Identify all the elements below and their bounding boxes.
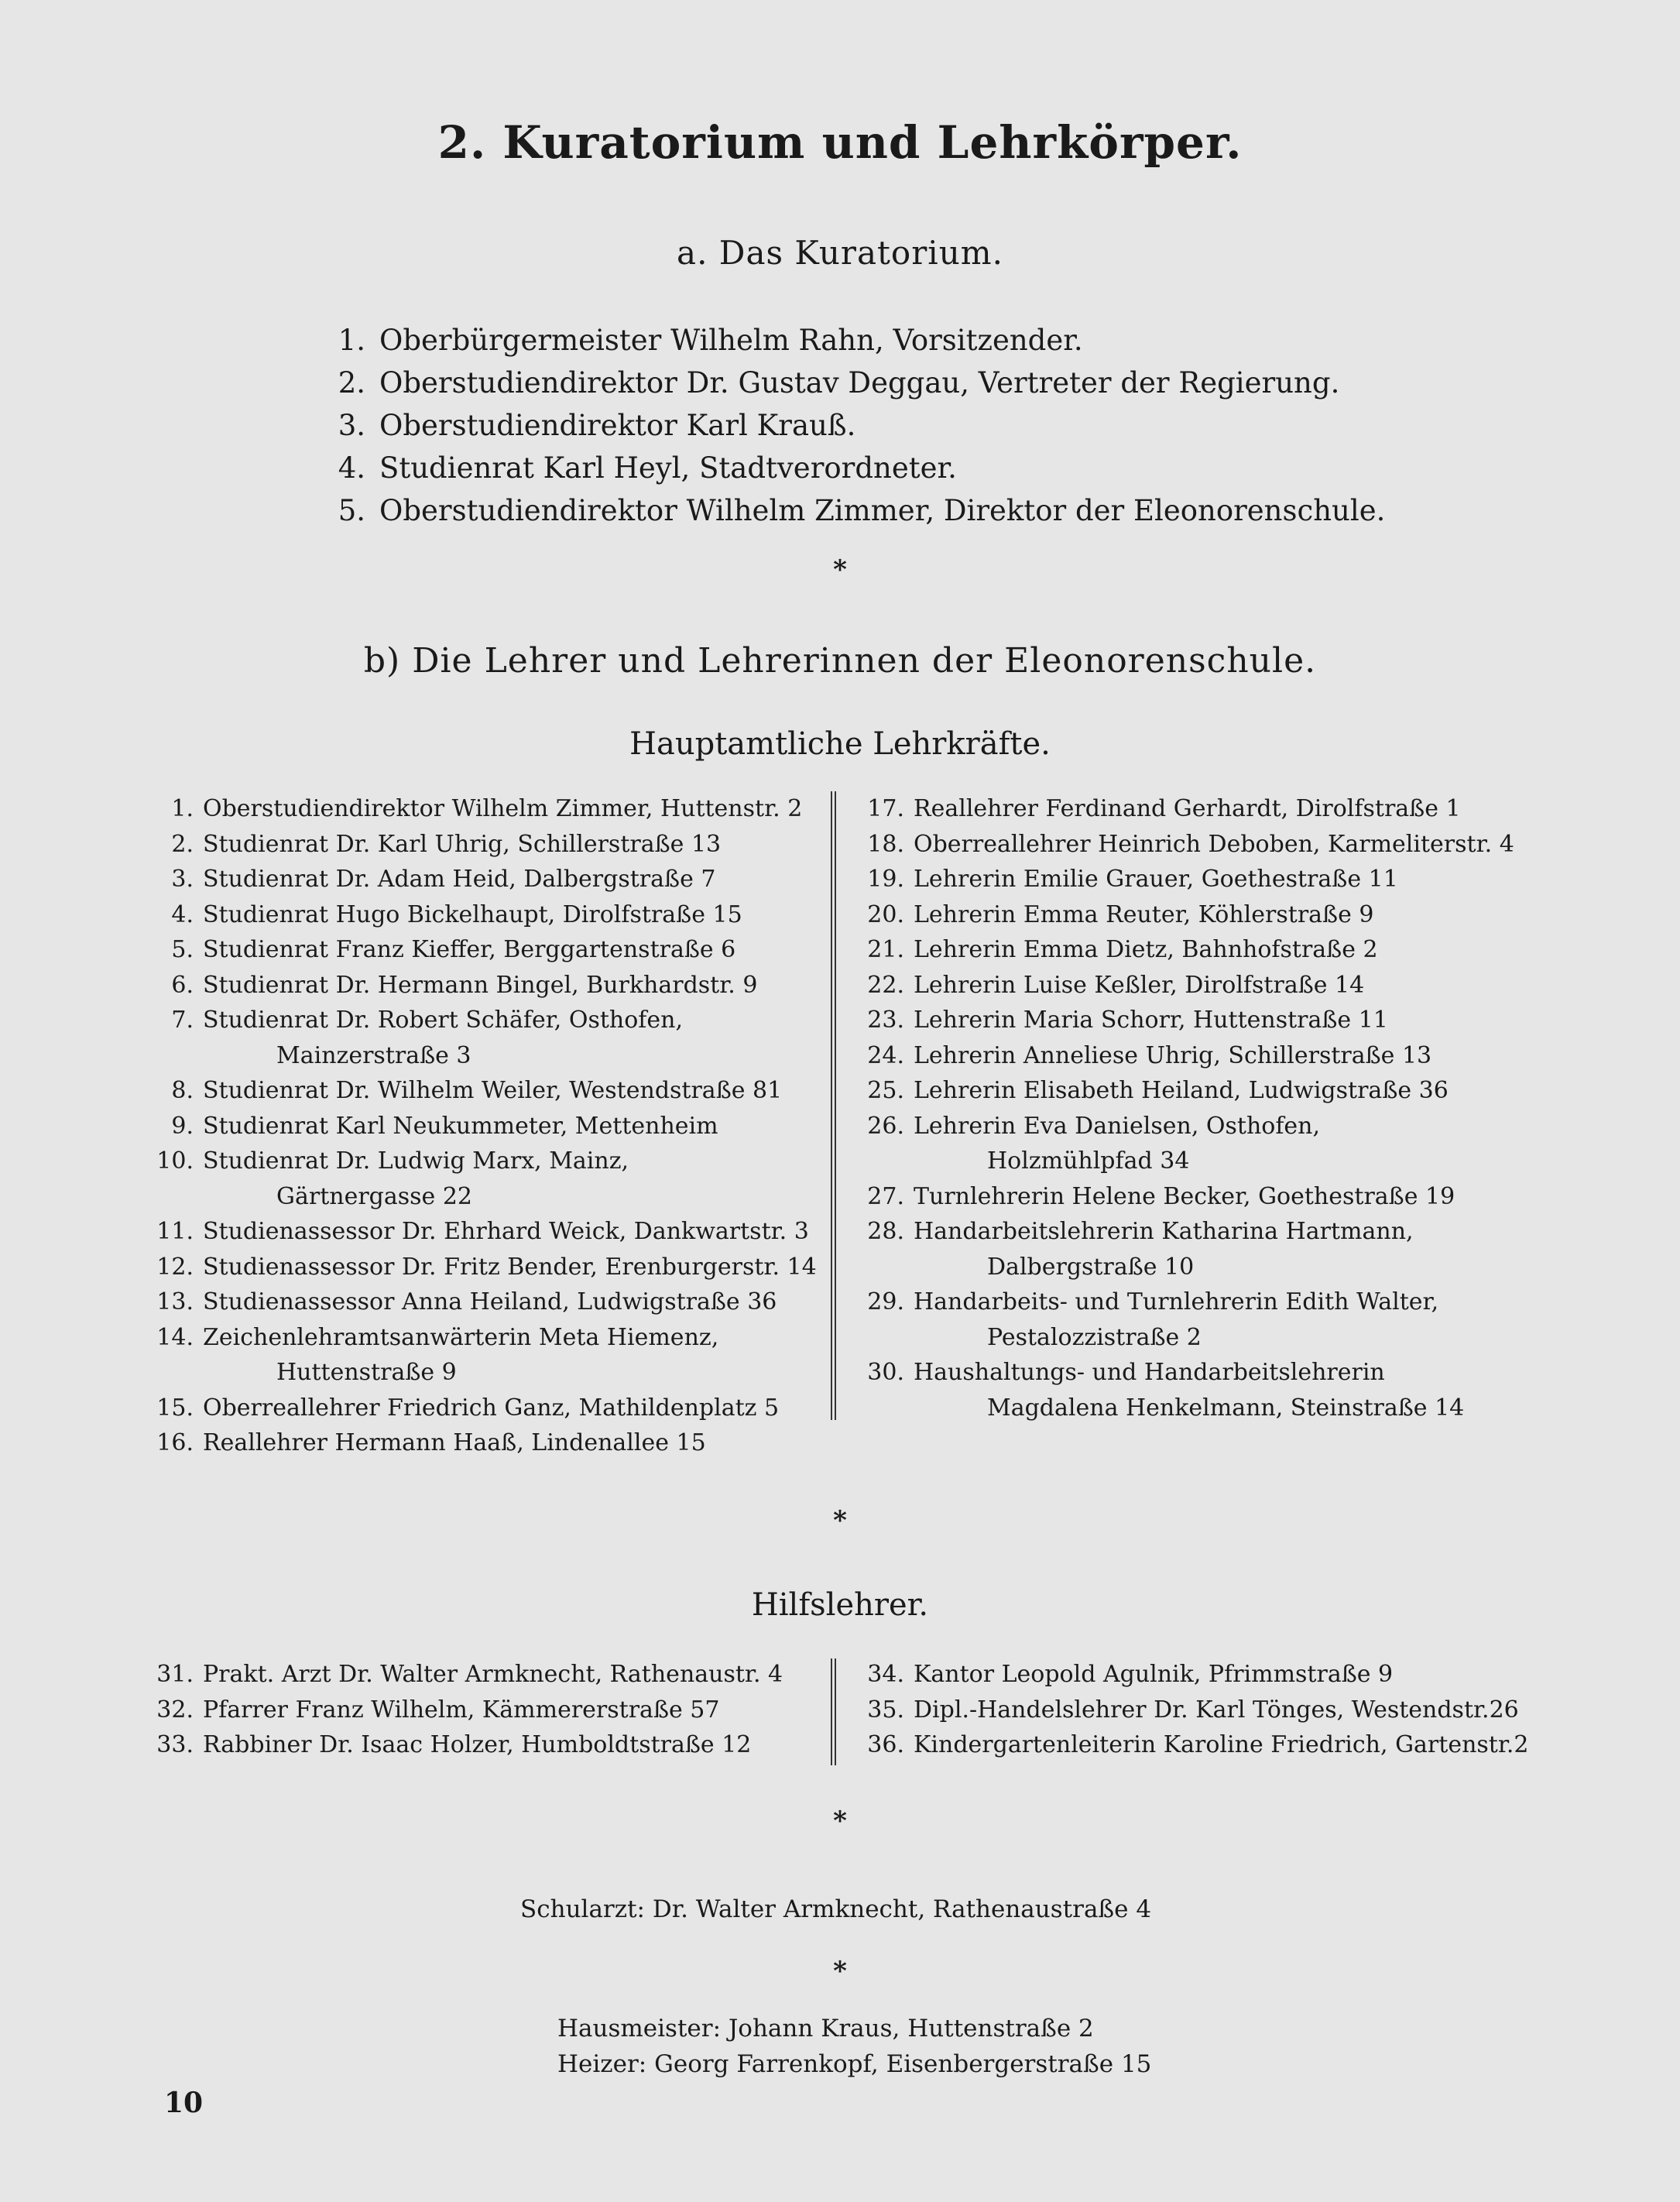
list-item <box>147 827 821 863</box>
item-number: 24. <box>867 1041 904 1069</box>
item-text: Reallehrer Ferdinand Gerhardt, Dirolfstraße 1 <box>914 795 1461 822</box>
item-text: Oberstudiendirektor Karl Krauß. <box>379 409 856 442</box>
item-text: Kindergartenleiterin Karoline Friedrich, Gartenstr.2 <box>914 1731 1529 1758</box>
item-number: 33. <box>156 1731 194 1758</box>
list-item <box>858 827 1524 863</box>
list-item <box>858 862 1524 897</box>
list-item <box>325 404 1385 447</box>
item-number: 20. <box>867 900 904 928</box>
item-number: 27. <box>867 1182 904 1210</box>
item-number: 16. <box>156 1429 194 1456</box>
item-text: Lehrerin Luise Keßler, Dirolfstraße 14 <box>914 971 1365 999</box>
item-number: 17. <box>867 795 904 822</box>
item-text-continued: Pestalozzistraße 2 <box>987 1323 1202 1351</box>
item-number: 13. <box>156 1288 194 1315</box>
list-item <box>147 897 821 933</box>
page-number: 10 <box>164 2087 204 2119</box>
item-text: Studienrat Dr. Hermann Bingel, Burkhardstr. 9 <box>203 971 758 999</box>
item-number: 2. <box>171 830 194 858</box>
list-item <box>325 447 1385 489</box>
item-number: 8. <box>171 1077 194 1104</box>
hilfslehrer-heading: Hilfslehrer. <box>751 1587 929 1623</box>
item-text-continued: Magdalena Henkelmann, Steinstraße 14 <box>987 1394 1465 1422</box>
kuratorium-list <box>325 319 1385 532</box>
item-number: 18. <box>867 830 904 858</box>
item-number: 3. <box>171 866 194 893</box>
list-item <box>147 1425 821 1461</box>
item-number: 28. <box>867 1218 904 1245</box>
list-item <box>147 791 821 827</box>
item-text: Studienrat Karl Heyl, Stadtverordneter. <box>379 451 957 485</box>
list-item <box>147 1657 821 1693</box>
item-number: 31. <box>156 1661 194 1688</box>
item-number: 2. <box>338 366 365 400</box>
item-number: 21. <box>867 936 904 963</box>
list-item <box>858 1284 1524 1355</box>
item-number: 7. <box>171 1007 194 1034</box>
item-number: 22. <box>867 971 904 999</box>
list-item <box>147 1214 821 1250</box>
list-item <box>147 1003 821 1073</box>
item-text: Studienrat Dr. Ludwig Marx, Mainz, <box>203 1147 629 1175</box>
list-item <box>858 1214 1524 1284</box>
list-item <box>858 1179 1524 1215</box>
hausmeister-line: Hausmeister: Johann Kraus, Huttenstraße 2 <box>557 2015 1094 2043</box>
list-item <box>147 968 821 1003</box>
separator-asterisk: * <box>833 554 847 585</box>
separator-asterisk: * <box>833 1806 847 1837</box>
lehrer-heading: b) Die Lehrer und Lehrerinnen der Eleonorenschule. <box>363 641 1317 681</box>
item-text: Lehrerin Elisabeth Heiland, Ludwigstraße 36 <box>914 1077 1449 1104</box>
item-text: Oberreallehrer Friedrich Ganz, Mathildenplatz 5 <box>203 1394 780 1422</box>
list-item <box>325 489 1385 532</box>
item-number: 1. <box>338 324 365 357</box>
list-item <box>858 968 1524 1003</box>
item-number: 29. <box>867 1288 904 1315</box>
schularzt-line: Schularzt: Dr. Walter Armknecht, Rathenaustraße 4 <box>520 1895 1152 1923</box>
item-number: 4. <box>338 451 365 485</box>
hauptamtlich-heading: Hauptamtliche Lehrkräfte. <box>629 726 1051 762</box>
list-item <box>858 1003 1524 1038</box>
item-text: Lehrerin Maria Schorr, Huttenstraße 11 <box>914 1007 1388 1034</box>
item-text: Lehrerin Emma Dietz, Bahnhofstraße 2 <box>914 936 1378 963</box>
item-text: Lehrerin Emilie Grauer, Goethestraße 11 <box>914 866 1398 893</box>
list-item <box>325 362 1385 404</box>
item-text: Handarbeits- und Turnlehrerin Edith Walter, <box>914 1288 1439 1315</box>
column-divider <box>831 1658 836 1765</box>
item-number: 25. <box>867 1077 904 1104</box>
separator-asterisk: * <box>833 1505 847 1536</box>
item-text: Lehrerin Eva Danielsen, Osthofen, <box>914 1112 1321 1140</box>
item-number: 3. <box>338 409 365 442</box>
item-number: 11. <box>156 1218 194 1245</box>
list-item <box>147 862 821 897</box>
item-text: Haushaltungs- und Handarbeitslehrerin <box>914 1359 1385 1386</box>
item-text: Studienrat Dr. Wilhelm Weiler, Westendstraße 81 <box>203 1077 783 1104</box>
item-number: 19. <box>867 866 904 893</box>
list-item <box>858 1038 1524 1074</box>
teacher-list-right <box>858 791 1524 1425</box>
list-item <box>858 1109 1524 1179</box>
item-number: 5. <box>338 494 365 527</box>
list-item <box>858 1727 1529 1763</box>
item-text: Reallehrer Hermann Haaß, Lindenallee 15 <box>203 1429 706 1456</box>
heizer-line: Heizer: Georg Farrenkopf, Eisenbergerstraße 15 <box>557 2050 1152 2078</box>
item-number: 34. <box>867 1661 904 1688</box>
item-text: Rabbiner Dr. Isaac Holzer, Humboldtstraße 12 <box>203 1731 752 1758</box>
item-text: Dipl.-Handelslehrer Dr. Karl Tönges, Westendstr.26 <box>914 1696 1519 1724</box>
list-item <box>147 1320 821 1391</box>
item-text: Studienrat Dr. Adam Heid, Dalbergstraße 7 <box>203 866 716 893</box>
item-number: 5. <box>171 936 194 963</box>
list-item <box>858 1355 1524 1425</box>
item-text-continued: Dalbergstraße 10 <box>987 1253 1195 1281</box>
list-item <box>147 932 821 968</box>
item-text: Studienrat Hugo Bickelhaupt, Dirolfstraße 15 <box>203 900 742 928</box>
item-number: 26. <box>867 1112 904 1140</box>
item-number: 30. <box>867 1359 904 1386</box>
item-number: 4. <box>171 900 194 928</box>
list-item <box>858 1073 1524 1109</box>
list-item <box>858 932 1524 968</box>
item-text: Studienassessor Dr. Ehrhard Weick, Dankwartstr. 3 <box>203 1218 809 1245</box>
item-number: 6. <box>171 971 194 999</box>
hilfslehrer-list-left <box>147 1657 821 1763</box>
item-text: Handarbeitslehrerin Katharina Hartmann, <box>914 1218 1414 1245</box>
item-text: Oberstudiendirektor Wilhelm Zimmer, Direktor der Eleonorenschule. <box>379 494 1386 527</box>
item-number: 36. <box>867 1731 904 1758</box>
item-text: Studienrat Dr. Robert Schäfer, Osthofen, <box>203 1007 684 1034</box>
item-text: Lehrerin Emma Reuter, Köhlerstraße 9 <box>914 900 1374 928</box>
item-number: 32. <box>156 1696 194 1724</box>
list-item <box>858 1657 1524 1693</box>
item-text-continued: Holzmühlpfad 34 <box>987 1147 1190 1175</box>
item-text-continued: Huttenstraße 9 <box>276 1359 457 1386</box>
item-number: 35. <box>867 1696 904 1724</box>
item-text: Studienrat Karl Neukummeter, Mettenheim <box>203 1112 718 1140</box>
item-text: Kantor Leopold Agulnik, Pfrimmstraße 9 <box>914 1661 1394 1688</box>
item-text: Oberstudiendirektor Wilhelm Zimmer, Huttenstr. 2 <box>203 795 803 822</box>
item-number: 23. <box>867 1007 904 1034</box>
list-item <box>147 1144 821 1214</box>
list-item <box>147 1284 821 1320</box>
item-text: Oberbürgermeister Wilhelm Rahn, Vorsitzender. <box>379 324 1083 357</box>
item-number: 1. <box>171 795 194 822</box>
item-text: Prakt. Arzt Dr. Walter Armknecht, Rathenaustr. 4 <box>203 1661 783 1688</box>
item-number: 12. <box>156 1253 194 1281</box>
list-item <box>147 1727 821 1763</box>
list-item <box>147 1109 821 1144</box>
list-item <box>858 1693 1524 1728</box>
item-number: 10. <box>156 1147 194 1175</box>
item-text: Oberstudiendirektor Dr. Gustav Deggau, Vertreter der Regierung. <box>379 366 1340 400</box>
list-item <box>858 897 1524 933</box>
item-text: Studienassessor Dr. Fritz Bender, Erenburgerstr. 14 <box>203 1253 817 1281</box>
item-number: 9. <box>171 1112 194 1140</box>
item-text: Lehrerin Anneliese Uhrig, Schillerstraße 13 <box>914 1041 1432 1069</box>
list-item <box>858 791 1524 827</box>
item-number: 14. <box>156 1323 194 1351</box>
item-text: Studienrat Franz Kieffer, Berggartenstraße 6 <box>203 936 736 963</box>
item-text-continued: Gärtnergasse 22 <box>276 1182 473 1210</box>
column-divider <box>831 791 836 1420</box>
item-text-continued: Mainzerstraße 3 <box>276 1041 471 1069</box>
item-number: 15. <box>156 1394 194 1422</box>
item-text: Oberreallehrer Heinrich Deboben, Karmeliterstr. 4 <box>914 830 1514 858</box>
item-text: Zeichenlehramtsanwärterin Meta Hiemenz, <box>203 1323 719 1351</box>
item-text: Turnlehrerin Helene Becker, Goethestraße 19 <box>914 1182 1455 1210</box>
separator-asterisk: * <box>833 1956 847 1987</box>
item-text: Studienrat Dr. Karl Uhrig, Schillerstraße 13 <box>203 830 722 858</box>
list-item <box>147 1073 821 1109</box>
list-item <box>147 1391 821 1426</box>
hilfslehrer-list-right <box>858 1657 1529 1763</box>
list-item <box>147 1250 821 1285</box>
list-item <box>147 1693 821 1728</box>
page-title: 2. Kuratorium und Lehrkörper. <box>437 116 1243 169</box>
item-text: Pfarrer Franz Wilhelm, Kämmererstraße 57 <box>203 1696 720 1724</box>
teacher-list-left <box>147 791 821 1461</box>
item-text: Studienassessor Anna Heiland, Ludwigstraße 36 <box>203 1288 777 1315</box>
list-item <box>325 319 1385 362</box>
kuratorium-heading: a. Das Kuratorium. <box>677 234 1003 272</box>
